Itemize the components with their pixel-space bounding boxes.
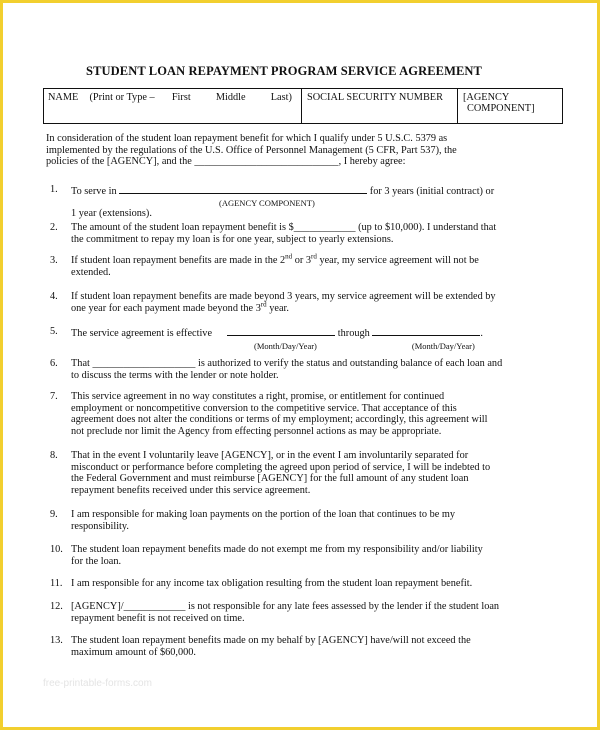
ordinal-suffix: rd xyxy=(260,300,267,309)
name-last: Last) xyxy=(270,92,292,103)
clause-text: If student loan repayment benefits are made beyond 3 years, my service agreement will be extended by xyxy=(71,291,496,302)
clause-text: the commitment to repay my loan is for one year, subject to yearly extensions. xyxy=(71,233,394,245)
document-page xyxy=(3,3,597,727)
effective-date-field[interactable] xyxy=(227,326,335,336)
intro-paragraph xyxy=(46,133,526,168)
clause-number: 3. xyxy=(50,255,58,266)
agency-component-caption: (AGENCY COMPONENT) xyxy=(219,197,315,208)
clause-number: 1. xyxy=(50,184,58,195)
name-middle: Middle xyxy=(215,92,246,103)
clause-number: 8. xyxy=(50,450,58,461)
clause-text: 1 year (extensions). xyxy=(71,207,152,219)
name-label: NAME xyxy=(48,92,79,103)
clause-number: 2. xyxy=(50,222,58,233)
name-hint: (Print or Type xyxy=(89,92,147,103)
clause-text: or 3 xyxy=(292,255,312,266)
document-title: STUDENT LOAN REPAYMENT PROGRAM SERVICE AGREEMENT xyxy=(86,64,482,78)
clause-text: the Federal Government and must reimburse [AGENCY] for the full amount of any student loan xyxy=(71,473,469,485)
clause-text: for 3 years (initial contract) or xyxy=(369,186,495,197)
clause-text: misconduct or performance before completing the agreed upon period of service, I will be indebted to xyxy=(71,461,491,473)
clause-number: 9. xyxy=(50,509,58,520)
clause-number: 11. xyxy=(50,578,63,589)
clause-text: . xyxy=(480,328,483,339)
clause-text: The student loan repayment benefits made on my behalf by [AGENCY] have/will not exceed the xyxy=(71,635,471,646)
agency-component-field[interactable] xyxy=(119,184,367,194)
clause-text: The service agreement is effective xyxy=(71,328,213,339)
clause-text: The amount of the student loan repayment benefit is $____________ (up to $10,000). I understand that xyxy=(71,222,497,233)
clause-text: through xyxy=(337,328,370,339)
watermark: free-printable-forms.com xyxy=(43,678,152,689)
intro-line: In consideration of the student loan repayment benefit for which I qualify under 5 U.S.C. 5379 as xyxy=(46,133,448,144)
clause-text: repayment benefits received under this service agreement. xyxy=(71,484,311,496)
ssn-label: SOCIAL SECURITY NUMBER xyxy=(307,92,443,103)
header-table xyxy=(43,88,563,124)
name-cell xyxy=(44,89,302,123)
clause-text: one year for each payment made beyond the 3 xyxy=(71,302,261,314)
intro-line: implemented by the regulations of the U.S. Office of Personnel Management (5 CFR, Part 537), the xyxy=(46,144,457,156)
clause-text: agreement does not alter the conditions or terms of my employment; accordingly, this agreement will xyxy=(71,414,488,426)
clause-text: repayment benefit is not received on time. xyxy=(71,612,245,624)
date-caption: (Month/Day/Year) xyxy=(411,340,475,351)
name-first: First xyxy=(171,92,191,103)
clause-number: 13. xyxy=(50,635,63,646)
clause-text: employment or noncompetitive conversion to the competitive service. That acceptance of this xyxy=(71,402,457,414)
clause-number: 7. xyxy=(50,391,58,402)
agency-cell xyxy=(458,89,562,123)
name-dash: – xyxy=(149,92,155,103)
clause-text: year. xyxy=(266,302,289,314)
clause-text: If student loan repayment benefits are made in the 2 xyxy=(71,255,286,266)
clause-text: for the loan. xyxy=(71,555,122,567)
clause-text: [AGENCY]/____________ is not responsible for any late fees assessed by the lender if the student loan xyxy=(71,601,500,612)
clause-text: to discuss the terms with the lender or note holder. xyxy=(71,369,279,381)
clause-text: That ____________________ is authorized to verify the status and outstanding balance of each loan and xyxy=(71,358,503,369)
clause-text: responsibility. xyxy=(71,520,129,532)
clause-text: maximum amount of $60,000. xyxy=(71,646,196,658)
clause-text: year, my service agreement will not be xyxy=(316,255,479,266)
clause-number: 4. xyxy=(50,291,58,302)
clause-number: 12. xyxy=(50,601,63,612)
ordinal-suffix: rd xyxy=(311,252,317,261)
agency-label-line2: COMPONENT] xyxy=(467,103,535,114)
agency-label-line1: [AGENCY xyxy=(463,92,510,103)
clause-number: 10. xyxy=(50,544,63,555)
intro-line: policies of the [AGENCY], and the ____________________________, I hereby agree: xyxy=(46,156,406,168)
clause-text: This service agreement in no way constitutes a right, promise, or entitlement for continued xyxy=(71,391,445,402)
ordinal-suffix: nd xyxy=(285,252,293,261)
clause-text: I am responsible for making loan payments on the portion of the loan that continues to be my xyxy=(71,509,456,520)
clause-text: extended. xyxy=(71,266,111,278)
ssn-cell xyxy=(302,89,458,123)
clause-number: 5. xyxy=(50,326,58,337)
clause-number: 6. xyxy=(50,358,58,369)
clause-text: The student loan repayment benefits made do not exempt me from my responsibility and/or liability xyxy=(71,544,483,555)
end-date-field[interactable] xyxy=(372,326,480,336)
clause-text: That in the event I voluntarily leave [AGENCY], or in the event I am involuntarily separated for xyxy=(71,450,469,461)
clause-text: I am responsible for any income tax obligation resulting from the student loan repayment benefit. xyxy=(71,578,473,589)
clause-text: not preclude nor limit the Agency from effecting personnel actions as may be appropriate. xyxy=(71,425,442,437)
date-caption: (Month/Day/Year) xyxy=(254,340,317,351)
clause-text: To serve in xyxy=(71,186,117,197)
